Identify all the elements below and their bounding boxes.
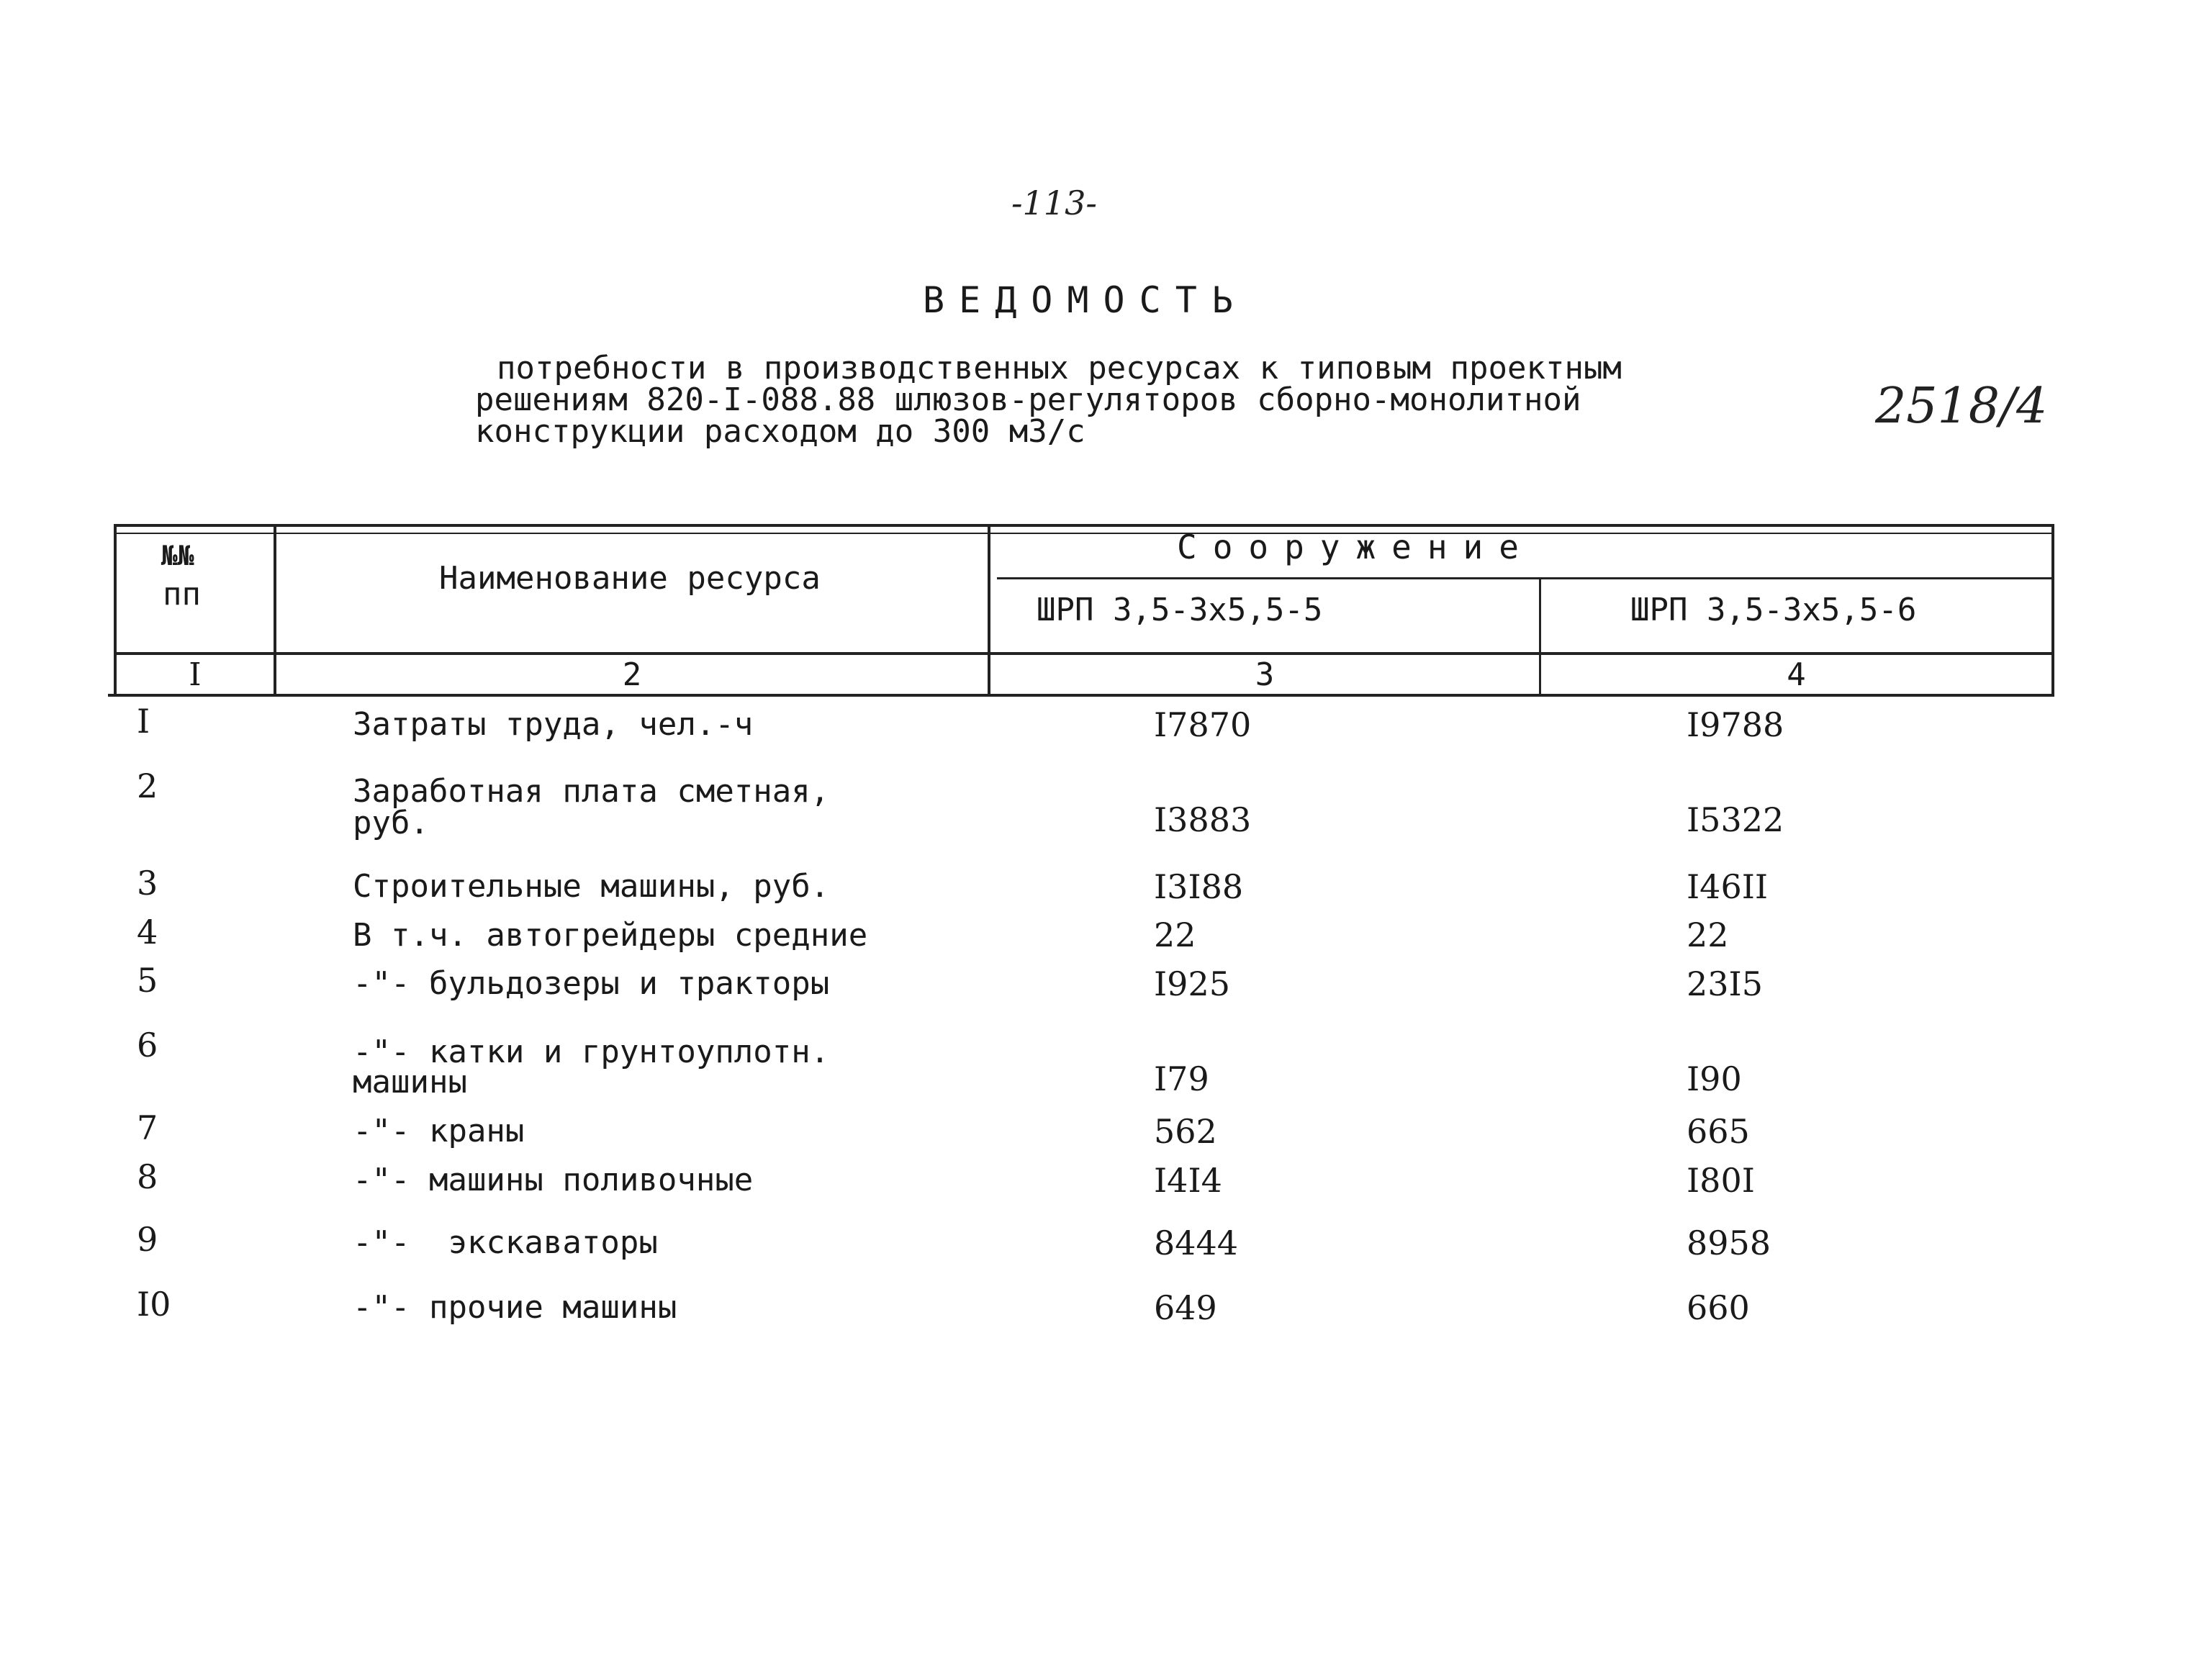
row-value-col3: 562 (1154, 1112, 1217, 1151)
row-value-col4: 22 (1687, 916, 1729, 954)
row-value-col3: I7870 (1154, 705, 1252, 744)
row-resource-name: -"- катки и грунтоуплотн. (353, 1034, 830, 1070)
row-number: 4 (137, 913, 158, 951)
row-resource-name: -"- машины поливочные (353, 1162, 754, 1198)
handwritten-document-reference: 2518/4 (1875, 378, 2048, 435)
col-number-4: 4 (1787, 656, 1806, 693)
row-value-col3: I925 (1154, 964, 1230, 1003)
header-structure-group: Сооружение (1177, 528, 1535, 566)
row-resource-name: В т.ч. автогрейдеры средние (353, 917, 868, 954)
document-title: ВЕДОМОСТЬ (923, 279, 1247, 321)
row-value-col4: I46II (1687, 867, 1769, 906)
col-number-2: 2 (622, 656, 642, 693)
row-value-col3: I3883 (1154, 800, 1252, 839)
row-resource-name: Строительные машины, руб. (353, 868, 830, 905)
subtitle-line-3: конструкции расходом до 300 м3/с (475, 413, 1085, 450)
table-top-border (114, 524, 2054, 527)
header-col4: ШРП 3,5-3х5,5-6 (1630, 592, 1917, 628)
row-value-col3: 8444 (1154, 1224, 1239, 1262)
row-number: 9 (137, 1220, 158, 1259)
row-number: 2 (137, 767, 158, 805)
header-resource-name: Наименование ресурса (439, 560, 821, 597)
header-bottom-border (114, 652, 2054, 655)
row-resource-name-continued: машины (353, 1064, 467, 1100)
subtitle-line-1: потребности в производственных ресурсах к типовым проектным (497, 350, 1622, 387)
table-top-border-inner (114, 533, 2054, 534)
document-subtitle (475, 350, 1622, 450)
row-resource-name: Заработная плата сметная, (353, 773, 830, 810)
header-num-line-1: №№ (161, 540, 194, 571)
row-resource-name: Затраты труда, чел.-ч (353, 706, 754, 743)
row-value-col4: 8958 (1687, 1224, 1771, 1262)
page-number: -113- (1011, 184, 1097, 222)
group-header-divider (997, 577, 2054, 579)
header-num-line-2: пп (163, 576, 201, 612)
row-resource-name: -"- экскаваторы (353, 1224, 658, 1261)
row-resource-name: -"- краны (353, 1113, 525, 1149)
row-resource-name: -"- прочие машины (353, 1289, 677, 1326)
row-number: 3 (137, 864, 158, 903)
row-value-col4: 23I5 (1687, 964, 1763, 1003)
row-number: 7 (137, 1108, 158, 1147)
row-value-col4: I9788 (1687, 705, 1784, 744)
col-number-1: I (189, 656, 202, 693)
row-resource-name: -"- бульдозеры и тракторы (353, 965, 830, 1002)
column-numbers-bottom-border (108, 694, 2054, 697)
row-value-col3: 22 (1154, 916, 1196, 954)
row-value-col3: 649 (1154, 1288, 1217, 1327)
row-number: 6 (137, 1026, 158, 1064)
row-number: I0 (137, 1285, 171, 1324)
row-value-col3: I3I88 (1154, 867, 1244, 906)
row-value-col4: I5322 (1687, 800, 1784, 839)
row-number: 5 (137, 961, 158, 1000)
row-value-col3: I79 (1154, 1059, 1209, 1098)
row-value-col4: 665 (1687, 1112, 1750, 1151)
row-value-col4: I90 (1687, 1059, 1742, 1098)
table-right-border (2051, 524, 2054, 697)
row-value-col3: I4I4 (1154, 1161, 1222, 1200)
col-number-3: 3 (1255, 656, 1275, 693)
row-value-col4: 660 (1687, 1288, 1750, 1327)
row-resource-name-continued: руб. (353, 805, 429, 841)
row-number: I (137, 702, 150, 741)
header-col3: ШРП 3,5-3х5,5-5 (1037, 592, 1323, 628)
row-number: 8 (137, 1157, 158, 1196)
subtitle-line-2: решениям 820-I-088.88 шлюзов-регуляторов сборно-монолитной (475, 381, 1581, 418)
row-value-col4: I80I (1687, 1161, 1755, 1200)
